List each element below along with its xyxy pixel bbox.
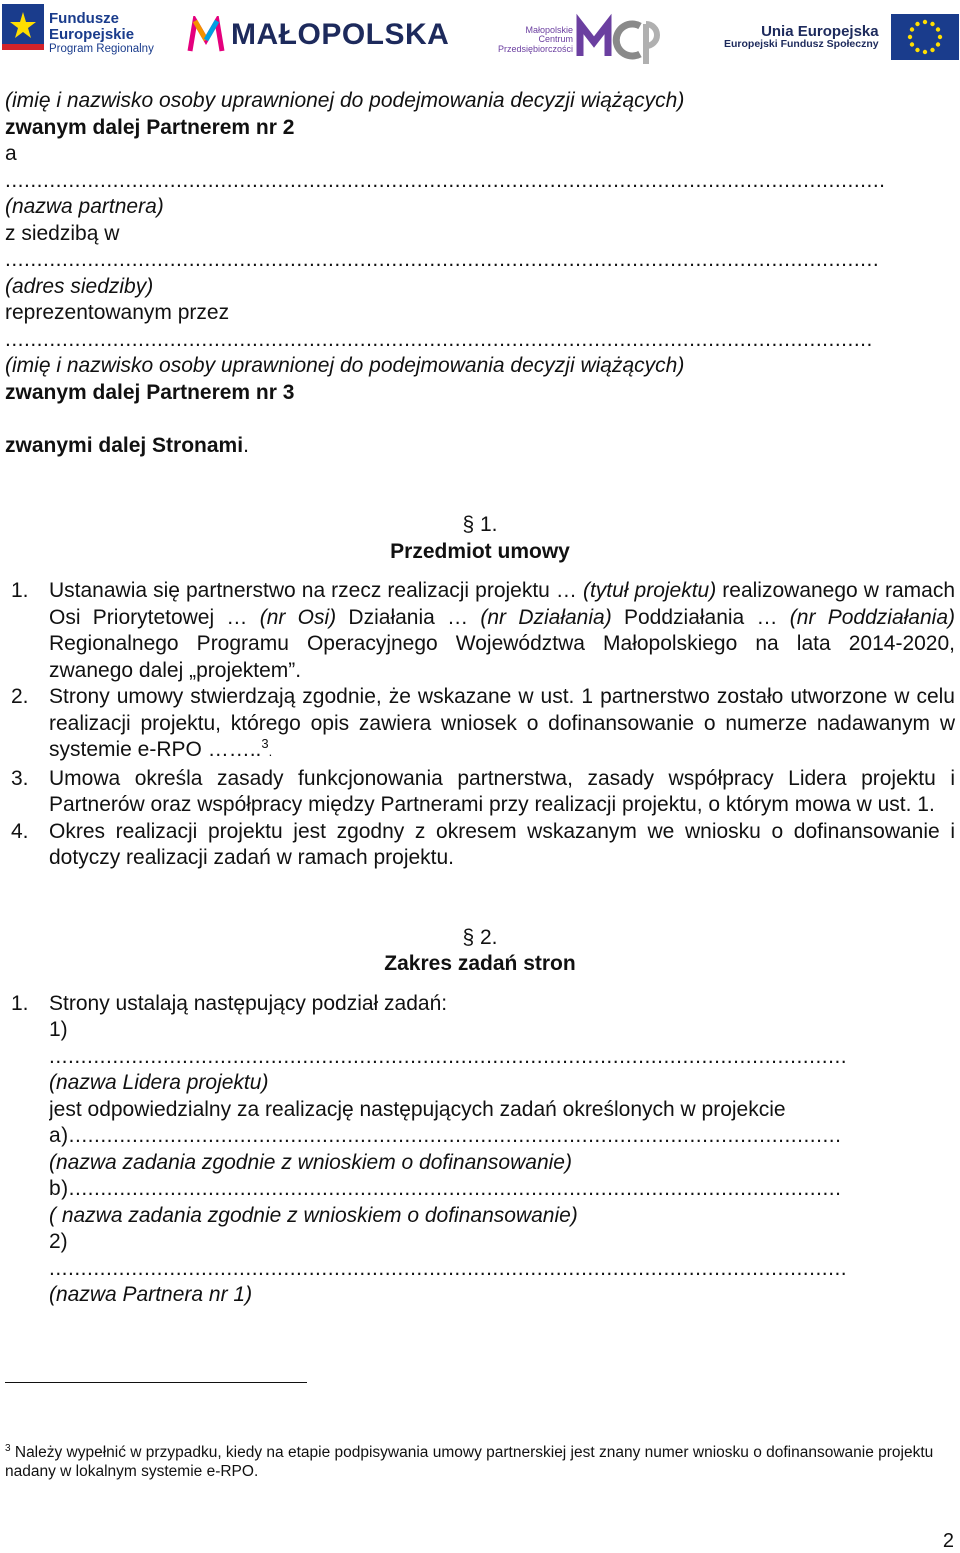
section-2-mark: § 2. xyxy=(462,925,498,949)
footnote-text: Należy wypełnić w przypadku, kiedy na etapie podpisywania umowy partnerskiej jest znany numer wniosku o dofinansowanie projektu nadany w lokalnym systemie e-RPO. xyxy=(5,1444,934,1480)
intro-line-5: (nazwa partnera) xyxy=(5,195,164,218)
item-number: 1. xyxy=(11,991,29,1015)
footnote-number: 3 xyxy=(5,1442,11,1454)
logo-mcp xyxy=(498,12,672,68)
sub-line-3: (nazwa Lidera projektu) xyxy=(49,1071,269,1094)
item-number: 1. xyxy=(11,579,29,602)
sub-line-11: (nazwa Partnera nr 1) xyxy=(49,1283,253,1306)
intro-line-1: (imię i nazwisko osoby uprawnionej do podejmowania decyzji wiążących) xyxy=(5,89,685,112)
intro-line-3: a xyxy=(5,142,17,165)
item-text: Umowa określa zasady funkcjonowania partnerstwa, zasady współpracy Lidera projektu i Partnerów oraz współpracy między Partnerami przy realizacji projektu, o którym mowa w ust. 1. xyxy=(49,766,955,816)
intro-line-6: z siedzibą w xyxy=(5,221,120,245)
intro-dots-1: ........................................................................................................................................... xyxy=(5,168,886,192)
section-2-item-1 xyxy=(5,991,955,1018)
logo-unia-europejska xyxy=(724,14,959,60)
item-text: Strony ustalają następujący podział zadań: xyxy=(49,991,448,1015)
intro-line-8: (adres siedziby) xyxy=(5,274,154,298)
eu-flag-icon xyxy=(891,14,959,60)
intro-line-11: (imię i nazwisko osoby uprawnionej do podejmowania decyzji wiążących) xyxy=(5,354,685,377)
fe-line3: Program Regionalny xyxy=(49,42,154,55)
section-1-item-4 xyxy=(5,819,955,872)
intro-line-13 xyxy=(5,433,955,460)
sub-line-1: 1) xyxy=(49,1018,68,1041)
sub-line-4: jest odpowiedzialny za realizację następujących zadań określonych w projekcie xyxy=(49,1097,786,1121)
item-text: Ustanawia się partnerstwo na rzecz realizacji projektu … xyxy=(49,579,583,602)
malopolska-m-icon xyxy=(187,16,225,54)
logo-fundusze-europejskie xyxy=(2,4,154,62)
item-text-italic: (nr Osi) xyxy=(259,605,337,629)
fe-star-icon xyxy=(2,4,44,62)
sub-dots-a: a).......................................................................................................................... xyxy=(49,1124,842,1147)
footnote-ref[interactable]: 3 xyxy=(261,736,269,751)
section-1-item-1 xyxy=(5,578,955,684)
intro-line-9: reprezentowanym przez xyxy=(5,301,230,324)
item-text: Działania … xyxy=(336,605,481,629)
mcp-line1: Małopolskie xyxy=(525,24,574,35)
item-text: realizowanego w ramach Osi Priorytetowej … xyxy=(49,579,956,629)
item-text-italic: (tytuł projektu) xyxy=(582,579,717,602)
item-number: 2. xyxy=(11,685,29,708)
item-number: 4. xyxy=(11,819,29,843)
section-1-mark: § 1. xyxy=(462,513,498,536)
header-logos xyxy=(0,0,960,78)
logo-malopolska xyxy=(187,16,449,54)
item-text-italic: (nr Działania) xyxy=(480,605,612,629)
fe-line1: Fundusze xyxy=(49,10,119,28)
malopolska-name: MAŁOPOLSKA xyxy=(231,18,450,51)
footnote-separator xyxy=(5,1382,307,1383)
sub-dots-2: .............................................................................................................................. xyxy=(49,1256,848,1280)
section-2-sublist xyxy=(5,1017,955,1309)
fe-line2: Europejskie xyxy=(49,25,135,43)
item-text: Strony umowy stwierdzają zgodnie, że wskazane w ust. 1 partnerstwo zostało utworzone w celu realizacji projektu, którego opis zawiera wniosek o dofinansowanie o numerze nadawanym w systemie e-RPO …….. xyxy=(49,685,955,761)
mcp-line2: Centrum xyxy=(538,34,574,45)
item-text: Regionalnego Programu Operacyjnego Województwa Małopolskiego na lata 2014-2020, zwanego dalej „projektem”. xyxy=(49,632,955,682)
mcp-line3: Przedsiębiorczości xyxy=(498,43,574,54)
ue-line2: Europejski Fundusz Społeczny xyxy=(724,38,879,51)
page-number: 2 xyxy=(942,1530,954,1552)
section-1-title: Przedmiot umowy xyxy=(390,539,570,563)
mcp-mark-icon xyxy=(576,12,672,68)
sub-line-6: (nazwa zadania zgodnie z wnioskiem o dofinansowanie) xyxy=(49,1150,572,1174)
item-number: 3. xyxy=(11,766,29,790)
item-text: . xyxy=(268,744,273,759)
section-1-list xyxy=(5,578,955,872)
intro-line-12: zwanym dalej Partnerem nr 3 xyxy=(5,380,295,404)
sub-dots-1: .............................................................................................................................. xyxy=(49,1044,848,1068)
ue-line1: Unia Europejska xyxy=(761,22,879,40)
document-body xyxy=(5,88,955,1309)
sub-line-9: 2) xyxy=(49,1230,68,1253)
intro-dots-3: ......................................................................................................................................... xyxy=(5,327,873,351)
section-1-item-3 xyxy=(5,766,955,819)
section-2-title: Zakres zadań stron xyxy=(384,952,576,975)
sub-dots-b: b).......................................................................................................................... xyxy=(49,1177,842,1200)
item-text: Poddziałania … xyxy=(611,605,790,629)
intro-dots-2: .......................................................................................................................................... xyxy=(5,248,880,271)
item-text-italic: (nr Poddziałania) xyxy=(789,605,955,629)
strony-label: zwanymi dalej Stronami xyxy=(5,433,244,457)
strony-dot: . xyxy=(243,433,249,457)
item-text: Okres realizacji projektu jest zgodny z okresem wskazanym we wniosku o dofinansowanie i dotyczy realizacji zadań w ramach projektu. xyxy=(49,819,955,869)
section-1-item-2 xyxy=(5,684,955,766)
intro-line-2: zwanym dalej Partnerem nr 2 xyxy=(5,115,295,139)
sub-line-8: ( nazwa zadania zgodnie z wnioskiem o dofinansowanie) xyxy=(49,1203,578,1227)
footnote xyxy=(5,1443,957,1481)
